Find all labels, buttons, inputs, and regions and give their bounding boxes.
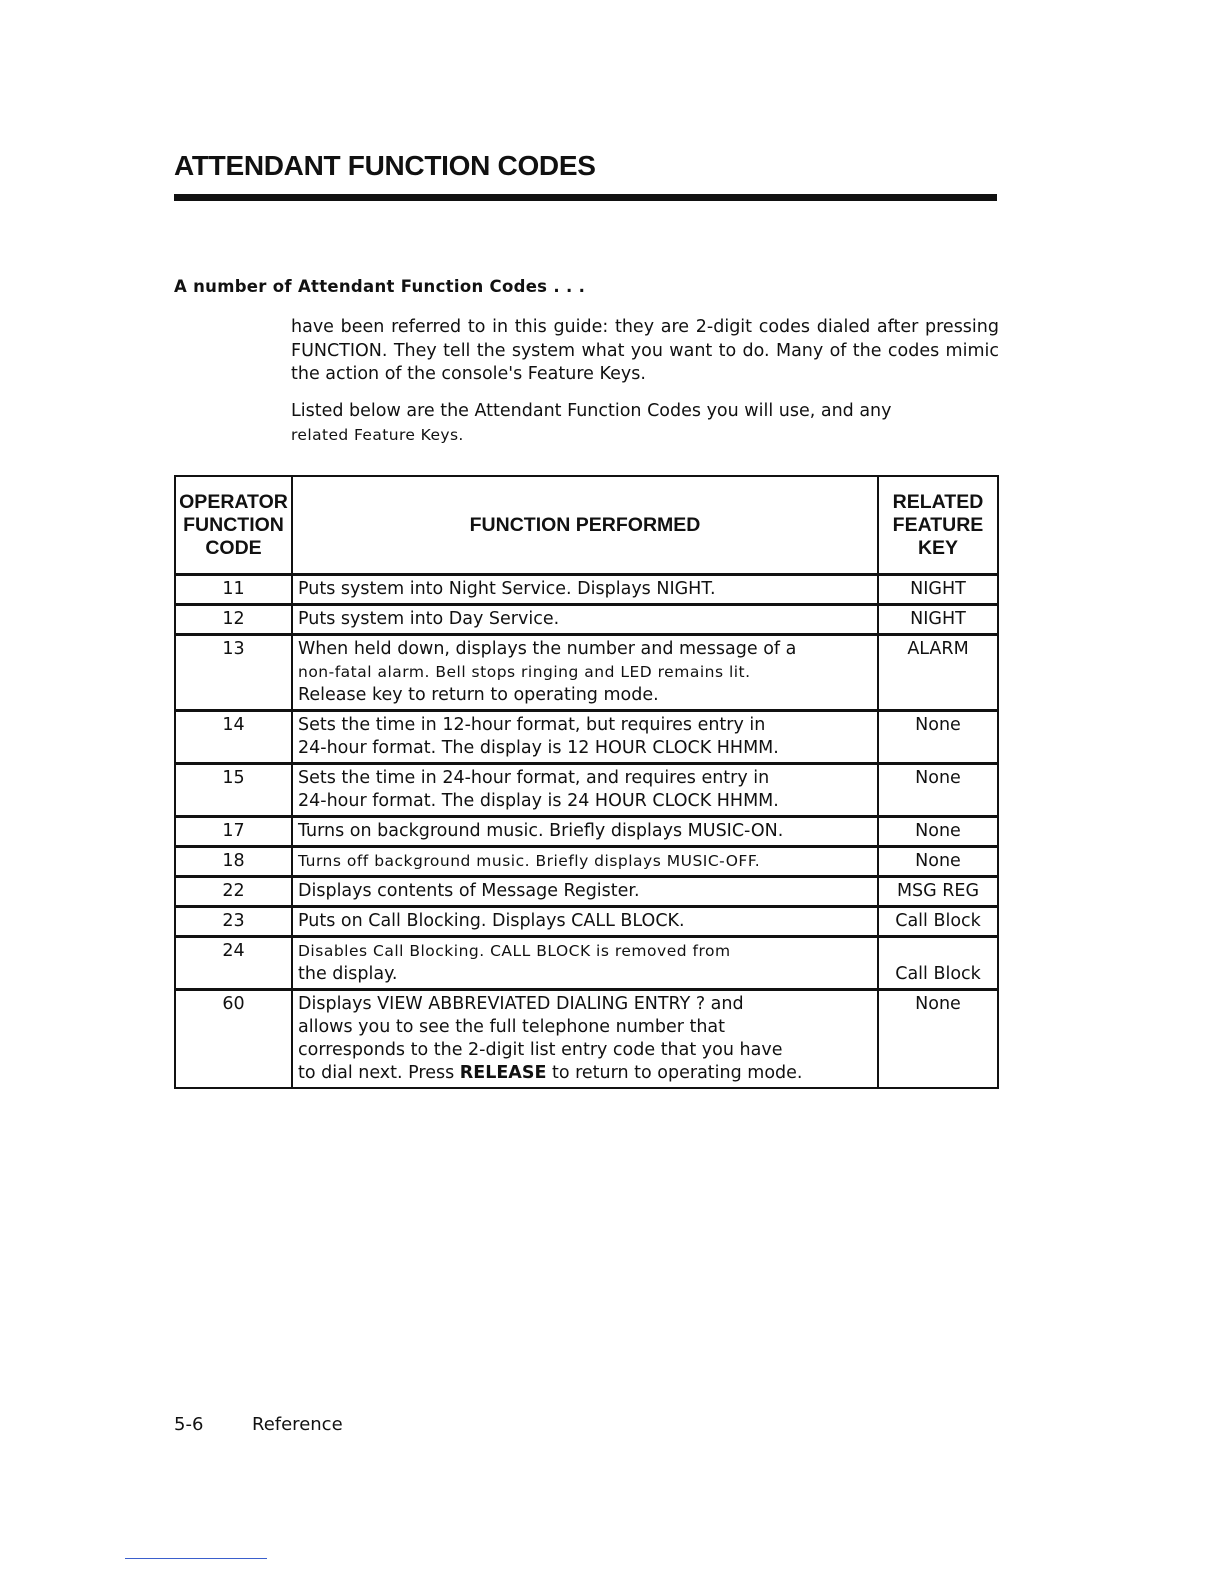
code-cell: 23 [175, 907, 292, 937]
list-paragraph-main: Listed below are the Attendant Function Codes you will use, and any [291, 401, 892, 421]
list-paragraph-small: related Feature Keys. [291, 425, 464, 444]
table-row [175, 575, 998, 605]
function-codes-table [174, 475, 999, 1089]
table-row [175, 990, 998, 1089]
key-cell: MSG REG [878, 877, 998, 907]
function-cell: Sets the time in 12-hour format, but requires entry in 24-hour format. The display is 12 HOUR CLOCK HHMM. [292, 711, 878, 764]
key-cell: Call Block [878, 937, 998, 990]
code-cell: 12 [175, 605, 292, 635]
key-cell: None [878, 847, 998, 877]
code-cell: 14 [175, 711, 292, 764]
function-cell: Turns on background music. Briefly displays MUSIC-ON. [292, 817, 878, 847]
code-cell: 17 [175, 817, 292, 847]
table-row [175, 605, 998, 635]
function-cell: Puts on Call Blocking. Displays CALL BLOCK. [292, 907, 878, 937]
code-cell: 11 [175, 575, 292, 605]
key-cell: None [878, 817, 998, 847]
list-paragraph [291, 400, 999, 447]
table-row [175, 764, 998, 817]
lead-heading: A number of Attendant Function Codes . . . [174, 277, 586, 296]
table-header-row [175, 476, 998, 575]
function-cell: Puts system into Night Service. Displays NIGHT. [292, 575, 878, 605]
function-cell: Sets the time in 24-hour format, and requires entry in 24-hour format. The display is 24 HOUR CLOCK HHMM. [292, 764, 878, 817]
code-cell: 15 [175, 764, 292, 817]
title-rule [174, 194, 997, 201]
page-number: 5-6 [174, 1414, 204, 1435]
key-cell: None [878, 711, 998, 764]
key-cell: NIGHT [878, 605, 998, 635]
key-cell: None [878, 990, 998, 1089]
table-row [175, 711, 998, 764]
code-cell: 22 [175, 877, 292, 907]
footer-section-label: Reference [252, 1414, 343, 1435]
function-cell: Displays VIEW ABBREVIATED DIALING ENTRY ? and allows you to see the full telephone number that corresponds to the 2-digit list entry code that you have to dial next. Press RELEASE to return to operating mode. [292, 990, 878, 1089]
table-row [175, 877, 998, 907]
function-cell: Puts system into Day Service. [292, 605, 878, 635]
code-cell: 13 [175, 635, 292, 711]
code-cell: 60 [175, 990, 292, 1089]
table-row [175, 907, 998, 937]
code-cell: 24 [175, 937, 292, 990]
key-cell: ALARM [878, 635, 998, 711]
code-cell: 18 [175, 847, 292, 877]
function-cell: When held down, displays the number and message of a non-fatal alarm. Bell stops ringing and LED remains lit. Release key to return to operating mode. [292, 635, 878, 711]
function-cell: Disables Call Blocking. CALL BLOCK is removed from the display. [292, 937, 878, 990]
table-row [175, 817, 998, 847]
key-cell: Call Block [878, 907, 998, 937]
intro-paragraph: have been referred to in this guide: they are 2-digit codes dialed after pressing FUNCTION. They tell the system what you want to do. Many of the codes mimic the action of the console's Feature Keys. [291, 317, 999, 384]
table-row [175, 635, 998, 711]
header-related-feature-key: RELATED FEATURE KEY [878, 476, 998, 575]
page-title: ATTENDANT FUNCTION CODES [174, 150, 596, 181]
table-row [175, 847, 998, 877]
key-cell: None [878, 764, 998, 817]
header-operator-function-code: OPERATOR FUNCTION CODE [175, 476, 292, 575]
function-cell: Displays contents of Message Register. [292, 877, 878, 907]
function-cell: Turns off background music. Briefly displays MUSIC-OFF. [292, 847, 878, 877]
key-cell: NIGHT [878, 575, 998, 605]
header-function-performed: FUNCTION PERFORMED [292, 476, 878, 575]
table-row [175, 937, 998, 990]
scan-artifact-line [125, 1558, 267, 1559]
